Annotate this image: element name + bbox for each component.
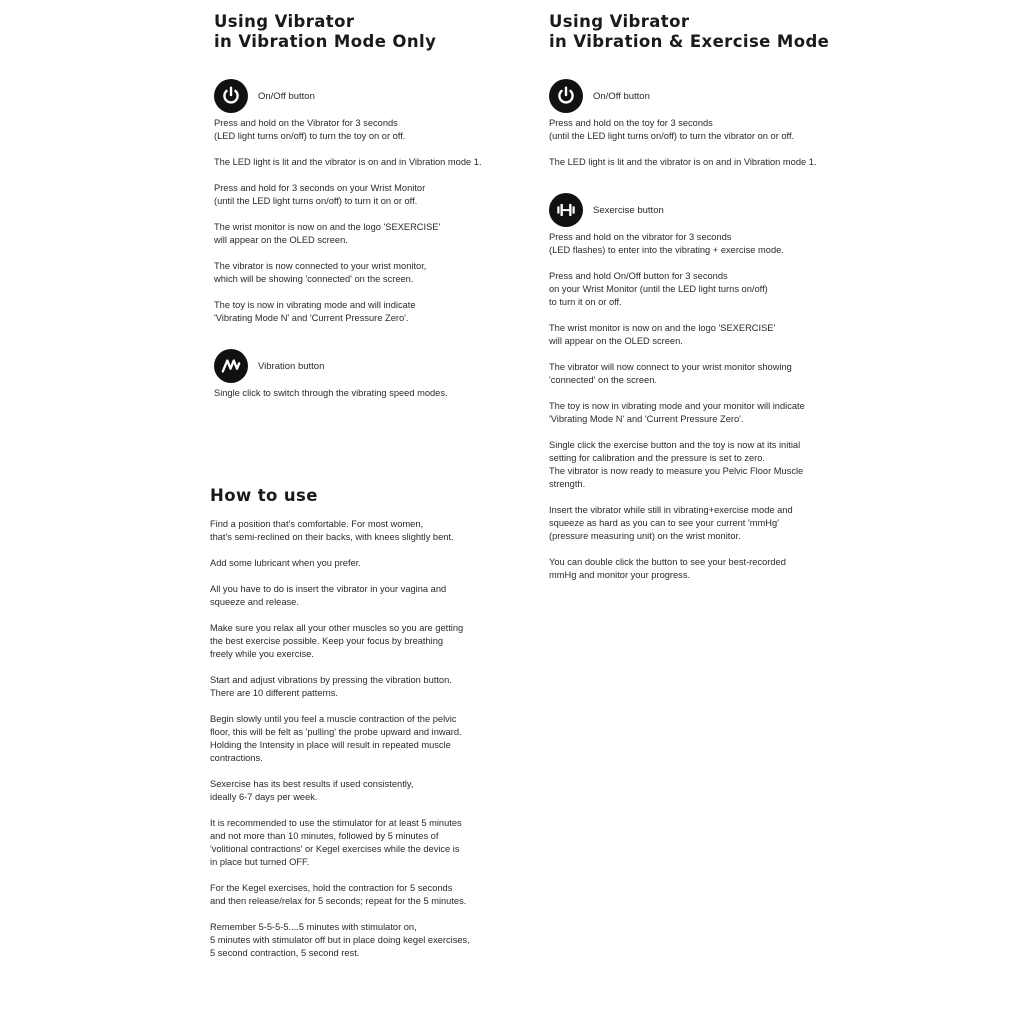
how-to-use-section: [210, 486, 510, 960]
how-to-use-title: How to use: [210, 486, 318, 505]
paragraph: Find a position that's comfortable. For most women, that's semi-reclined on their backs, with knees slightly bent.: [210, 519, 454, 542]
power-icon: [214, 79, 248, 113]
on-off-button-label: On/Off button: [258, 90, 315, 102]
paragraph: Press and hold on the vibrator for 3 seconds (LED flashes) to enter into the vibrating + exercise mode.: [549, 232, 784, 255]
vibration-exercise-mode-title: Using Vibrator in Vibration & Exercise Mode: [549, 12, 830, 51]
paragraph: Add some lubricant when you prefer.: [210, 558, 361, 568]
on-off-button-row: [214, 79, 514, 113]
vibration-button-row: [214, 349, 514, 383]
paragraph: Insert the vibrator while still in vibrating+exercise mode and squeeze as hard as you can to see your current 'mmHg' (pressure measuring unit) on the wrist monitor.: [549, 505, 793, 541]
paragraph: Press and hold on the Vibrator for 3 seconds (LED light turns on/off) to turn the toy on or off.: [214, 118, 406, 141]
power-icon: [549, 79, 583, 113]
paragraph: All you have to do is insert the vibrator in your vagina and squeeze and release.: [210, 584, 447, 607]
paragraph: The LED light is lit and the vibrator is on and in Vibration mode 1.: [549, 157, 817, 167]
paragraph: The LED light is lit and the vibrator is on and in Vibration mode 1.: [214, 157, 482, 167]
on-off-button-row: [549, 79, 849, 113]
paragraph: The toy is now in vibrating mode and your monitor will indicate 'Vibrating Mode N' and 'Current Pressure Zero'.: [549, 401, 805, 424]
paragraph: Press and hold On/Off button for 3 seconds on your Wrist Monitor (until the LED light turns on/off) to turn it on or off.: [549, 271, 768, 307]
paragraph: Start and adjust vibrations by pressing the vibration button. There are 10 different patterns.: [210, 675, 452, 698]
paragraph: Single click the exercise button and the toy is now at its initial setting for calibration and the pressure is set to zero. The vibrator is now ready to measure you Pelvic Floor Muscle strength.: [549, 440, 804, 489]
on-off-button-label: On/Off button: [593, 90, 650, 102]
vibration-mode-section: [214, 12, 514, 400]
paragraph: Single click to switch through the vibrating speed modes.: [214, 388, 448, 398]
paragraph: The vibrator will now connect to your wrist monitor showing 'connected' on the screen.: [549, 362, 792, 385]
paragraph: Press and hold on the toy for 3 seconds (until the LED light turns on/off) to turn the vibrator on or off.: [549, 118, 795, 141]
vibration-exercise-mode-section: [549, 12, 849, 582]
sexercise-button-label: Sexercise button: [593, 204, 664, 216]
paragraph: The wrist monitor is now on and the logo 'SEXERCISE' will appear on the OLED screen.: [549, 323, 776, 346]
vibration-button-label: Vibration button: [258, 360, 325, 372]
paragraph: Begin slowly until you feel a muscle contraction of the pelvic floor, this will be felt as 'pulling' the probe upward and inward. Holding the Intensity in place will result in repeated muscle contractions.: [210, 714, 462, 763]
paragraph: For the Kegel exercises, hold the contraction for 5 seconds and then release/relax for 5 seconds; repeat for the 5 minutes.: [210, 883, 467, 906]
paragraph: The vibrator is now connected to your wrist monitor, which will be showing 'connected' on the screen.: [214, 261, 427, 284]
vibration-mode-title: Using Vibrator in Vibration Mode Only: [214, 12, 437, 51]
paragraph: Press and hold for 3 seconds on your Wrist Monitor (until the LED light turns on/off) to turn it on or off.: [214, 183, 426, 206]
paragraph: Make sure you relax all your other muscles so you are getting the best exercise possible. Keep your focus by breathing freely while you exercise.: [210, 623, 464, 659]
paragraph: Remember 5-5-5-5....5 minutes with stimulator on, 5 minutes with stimulator off but in place doing kegel exercises, 5 second contraction, 5 second rest.: [210, 922, 470, 958]
paragraph: Sexercise has its best results if used consistently, ideally 6-7 days per week.: [210, 779, 414, 802]
sexercise-button-row: [549, 193, 849, 227]
paragraph: You can double click the button to see your best-recorded mmHg and monitor your progress.: [549, 557, 786, 580]
paragraph: It is recommended to use the stimulator for at least 5 minutes and not more than 10 minutes, followed by 5 minutes of 'volitional contractions' or Kegel exercises while the device is in place but turned OFF.: [210, 818, 462, 867]
dumbbell-icon: [549, 193, 583, 227]
paragraph: The toy is now in vibrating mode and will indicate 'Vibrating Mode N' and 'Current Pressure Zero'.: [214, 300, 416, 323]
vibration-wave-icon: [214, 349, 248, 383]
paragraph: The wrist monitor is now on and the logo 'SEXERCISE' will appear on the OLED screen.: [214, 222, 441, 245]
